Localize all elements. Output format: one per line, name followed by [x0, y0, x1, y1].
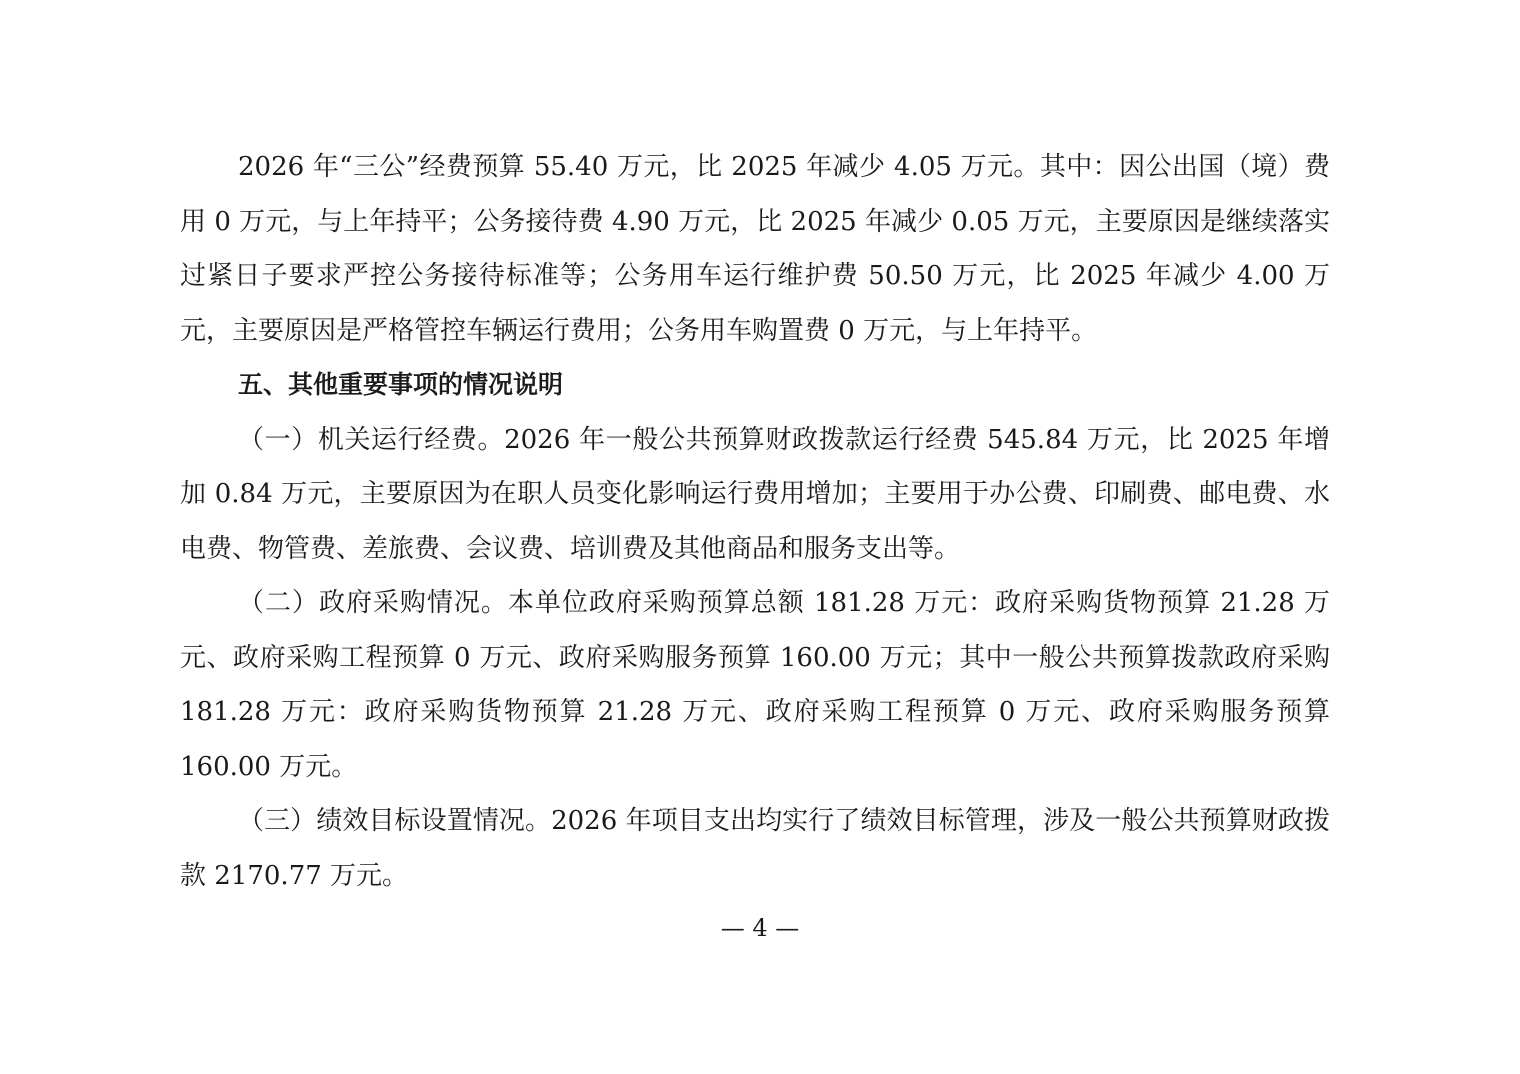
paragraph-three-public-expenses: 2026 年“三公”经费预算 55.40 万元，比 2025 年减少 4.05 万元。其中：因公出国（境）费用 0 万元，与上年持平；公务接待费 4.90 万元，比 2025 年减少 0.05 万元，主要原因是继续落实过紧日子要求严控公务接待标准等；公务用车运行维护费 50.50 万元，比 2025 年减少 4.00 万元，主要原因是严格管控车辆运行费用；公务用车购置费 0 万元，与上年持平。	[180, 152, 1330, 346]
paragraph-operating-expenses: （一）机关运行经费。2026 年一般公共预算财政拨款运行经费 545.84 万元，比 2025 年增加 0.84 万元，主要原因为在职人员变化影响运行费用增加；主要用于办公费、印刷费、邮电费、水电费、物管费、差旅费、会议费、培训费及其他商品和服务支出等。	[180, 424, 1330, 564]
paragraph-government-procurement: （二）政府采购情况。本单位政府采购预算总额 181.28 万元：政府采购货物预算 21.28 万元、政府采购工程预算 0 万元、政府采购服务预算 160.00 万元；其中一般公共预算拨款政府采购 181.28 万元：政府采购货物预算 21.28 万元、政府采购工程预算 0 万元、政府采购服务预算 160.00 万元。	[180, 588, 1330, 782]
section-heading-other-matters: 五、其他重要事项的情况说明	[238, 370, 564, 399]
document-body	[180, 140, 1330, 903]
page-number: — 4 —	[720, 914, 800, 942]
paragraph-performance-targets: （三）绩效目标设置情况。2026 年项目支出均实行了绩效目标管理，涉及一般公共预算财政拨款 2170.77 万元。	[180, 806, 1330, 891]
